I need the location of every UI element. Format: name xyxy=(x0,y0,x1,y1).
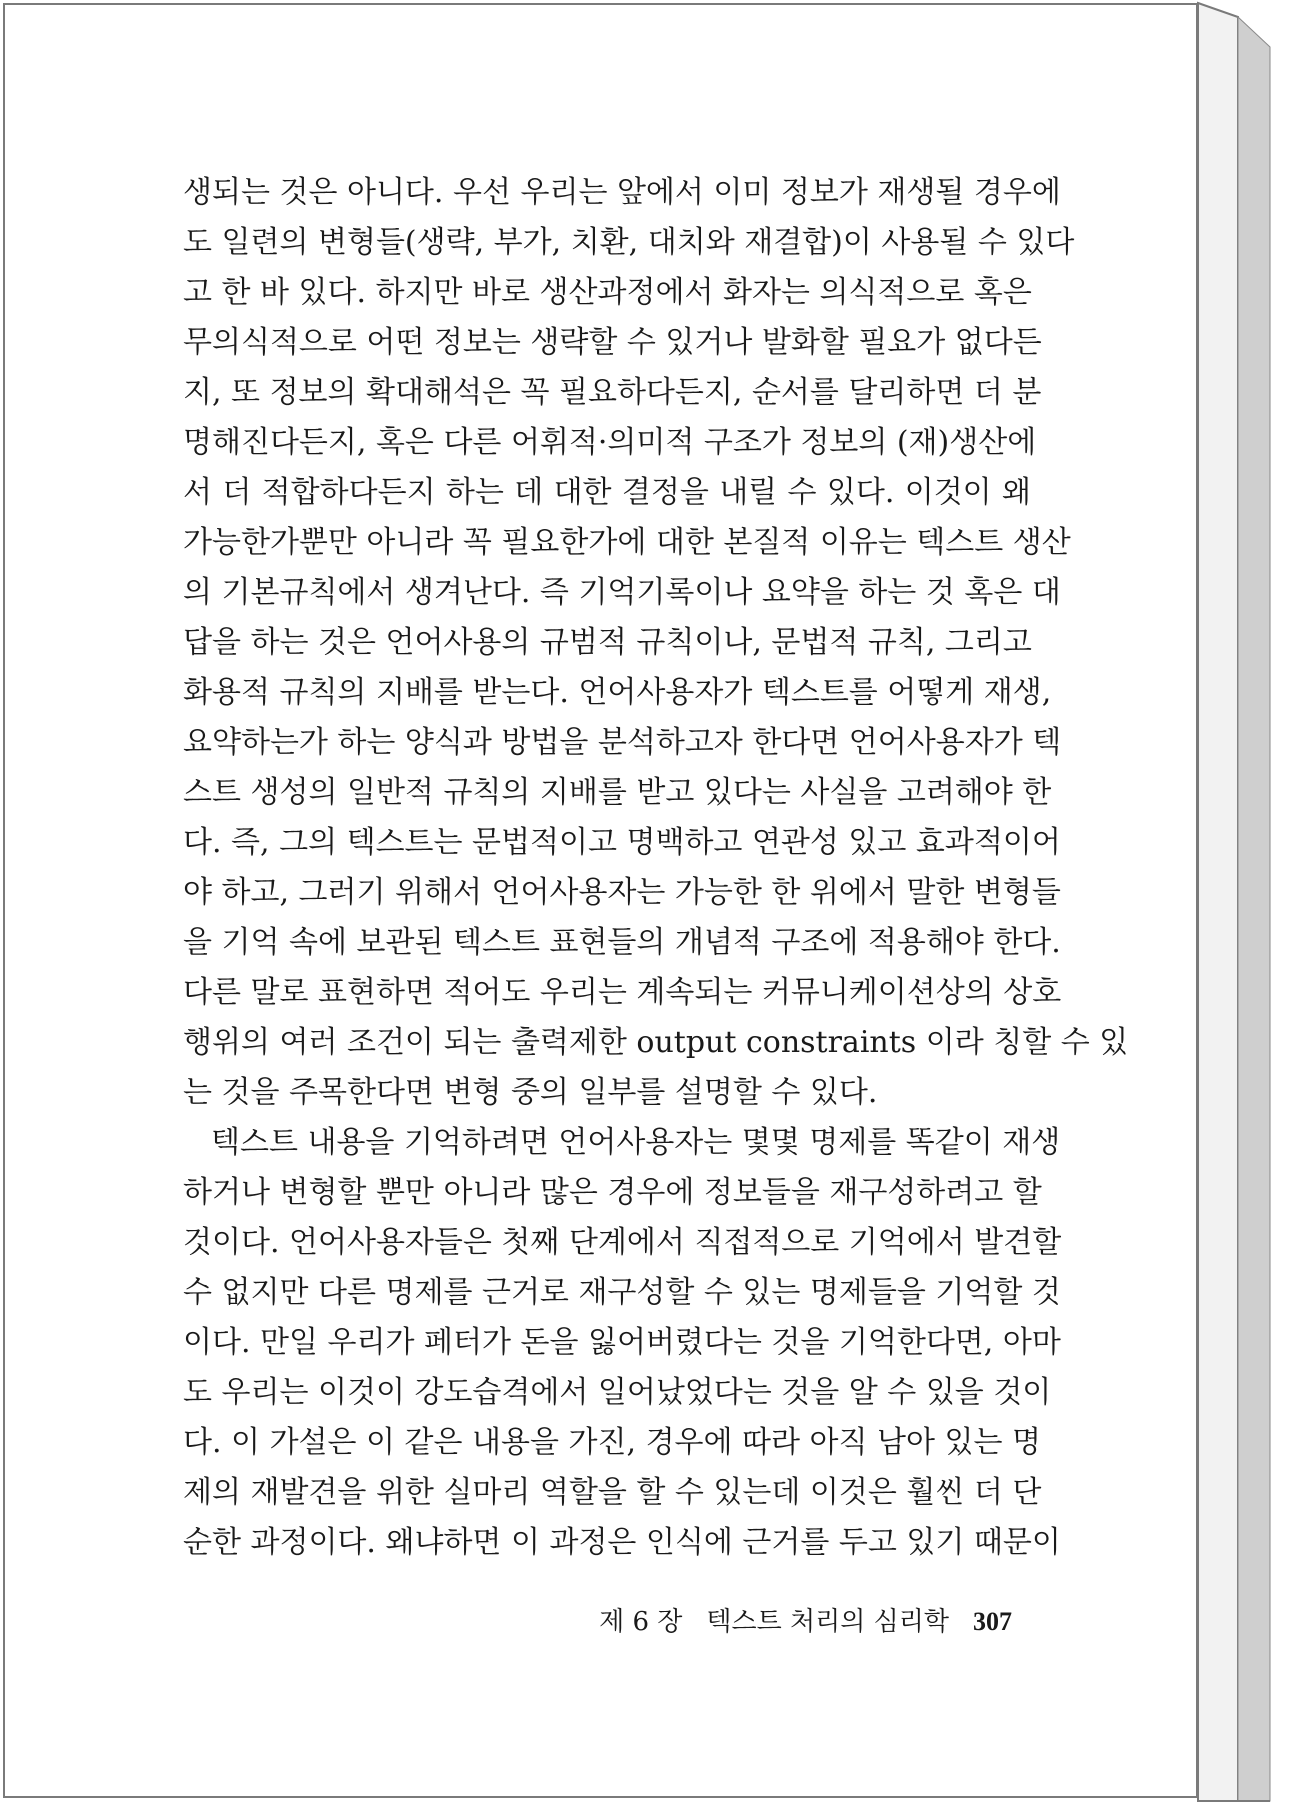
page-footer xyxy=(599,1602,1012,1642)
chapter-label: 제 6 장 xyxy=(599,1607,683,1637)
text-line: 것이다. 언어사용자들은 첫째 단계에서 직접적으로 기억에서 발견할 xyxy=(183,1225,1062,1260)
text-line: 다. 이 가설은 이 같은 내용을 가진, 경우에 따라 아직 남아 있는 명 xyxy=(183,1425,1042,1460)
text-line: 텍스트 내용을 기억하려면 언어사용자는 몇몇 명제를 똑같이 재생 xyxy=(211,1125,1061,1160)
text-line: 가능한가뿐만 아니라 꼭 필요한가에 대한 본질적 이유는 텍스트 생산 xyxy=(183,525,1071,560)
text-line: 서 더 적합하다든지 하는 데 대한 결정을 내릴 수 있다. 이것이 왜 xyxy=(183,475,1031,510)
text-line: 다른 말로 표현하면 적어도 우리는 계속되는 커뮤니케이션상의 상호 xyxy=(183,975,1062,1010)
page-stack-edge xyxy=(1198,3,1308,1803)
text-line: 의 기본규칙에서 생겨난다. 즉 기억기록이나 요약을 하는 것 혹은 대 xyxy=(183,575,1061,610)
text-line: 수 없지만 다른 명제를 근거로 재구성할 수 있는 명제들을 기억할 것 xyxy=(183,1275,1061,1310)
chapter-title: 텍스트 처리의 심리학 xyxy=(706,1607,949,1637)
text-line: 도 일련의 변형들(생략, 부가, 치환, 대치와 재결합)이 사용될 수 있다 xyxy=(183,225,1075,260)
text-line: 스트 생성의 일반적 규칙의 지배를 받고 있다는 사실을 고려해야 한 xyxy=(183,775,1052,810)
text-line: 이다. 만일 우리가 페터가 돈을 잃어버렸다는 것을 기억한다면, 아마 xyxy=(183,1325,1061,1360)
text-line: 는 것을 주목한다면 변형 중의 일부를 설명할 수 있다. xyxy=(183,1075,878,1110)
body-text xyxy=(183,168,1129,1568)
text-line: 하거나 변형할 뿐만 아니라 많은 경우에 정보들을 재구성하려고 할 xyxy=(183,1175,1042,1210)
text-line: 명해진다든지, 혹은 다른 어휘적·의미적 구조가 정보의 (재)생산에 xyxy=(183,425,1037,460)
text-line: 화용적 규칙의 지배를 받는다. 언어사용자가 텍스트를 어떻게 재생, xyxy=(183,675,1052,710)
text-line: 요약하는가 하는 양식과 방법을 분석하고자 한다면 언어사용자가 텍 xyxy=(183,725,1062,760)
text-line: 제의 재발견을 위한 실마리 역할을 할 수 있는데 이것은 훨씬 더 단 xyxy=(183,1475,1042,1510)
text-line: 도 우리는 이것이 강도습격에서 일어났었다는 것을 알 수 있을 것이 xyxy=(183,1375,1052,1410)
page-number: 307 xyxy=(973,1607,1012,1636)
text-line: 을 기억 속에 보관된 텍스트 표현들의 개념적 구조에 적용해야 한다. xyxy=(183,925,1061,960)
text-line: 순한 과정이다. 왜냐하면 이 과정은 인식에 근거를 두고 있기 때문이 xyxy=(183,1525,1061,1560)
text-line: 생되는 것은 아니다. 우선 우리는 앞에서 이미 정보가 재생될 경우에 xyxy=(183,175,1061,210)
text-line: 야 하고, 그러기 위해서 언어사용자는 가능한 한 위에서 말한 변형들 xyxy=(183,875,1061,910)
text-line: 행위의 여러 조건이 되는 출력제한 output constraints 이라 칭할 수 있 xyxy=(183,1025,1129,1060)
text-line: 무의식적으로 어떤 정보는 생략할 수 있거나 발화할 필요가 없다든 xyxy=(183,325,1042,360)
text-line: 고 한 바 있다. 하지만 바로 생산과정에서 화자는 의식적으로 혹은 xyxy=(183,275,1032,310)
text-line: 지, 또 정보의 확대해석은 꼭 필요하다든지, 순서를 달리하면 더 분 xyxy=(183,375,1042,410)
text-line: 다. 즉, 그의 텍스트는 문법적이고 명백하고 연관성 있고 효과적이어 xyxy=(183,825,1061,860)
text-line: 답을 하는 것은 언어사용의 규범적 규칙이나, 문법적 규칙, 그리고 xyxy=(183,625,1032,660)
